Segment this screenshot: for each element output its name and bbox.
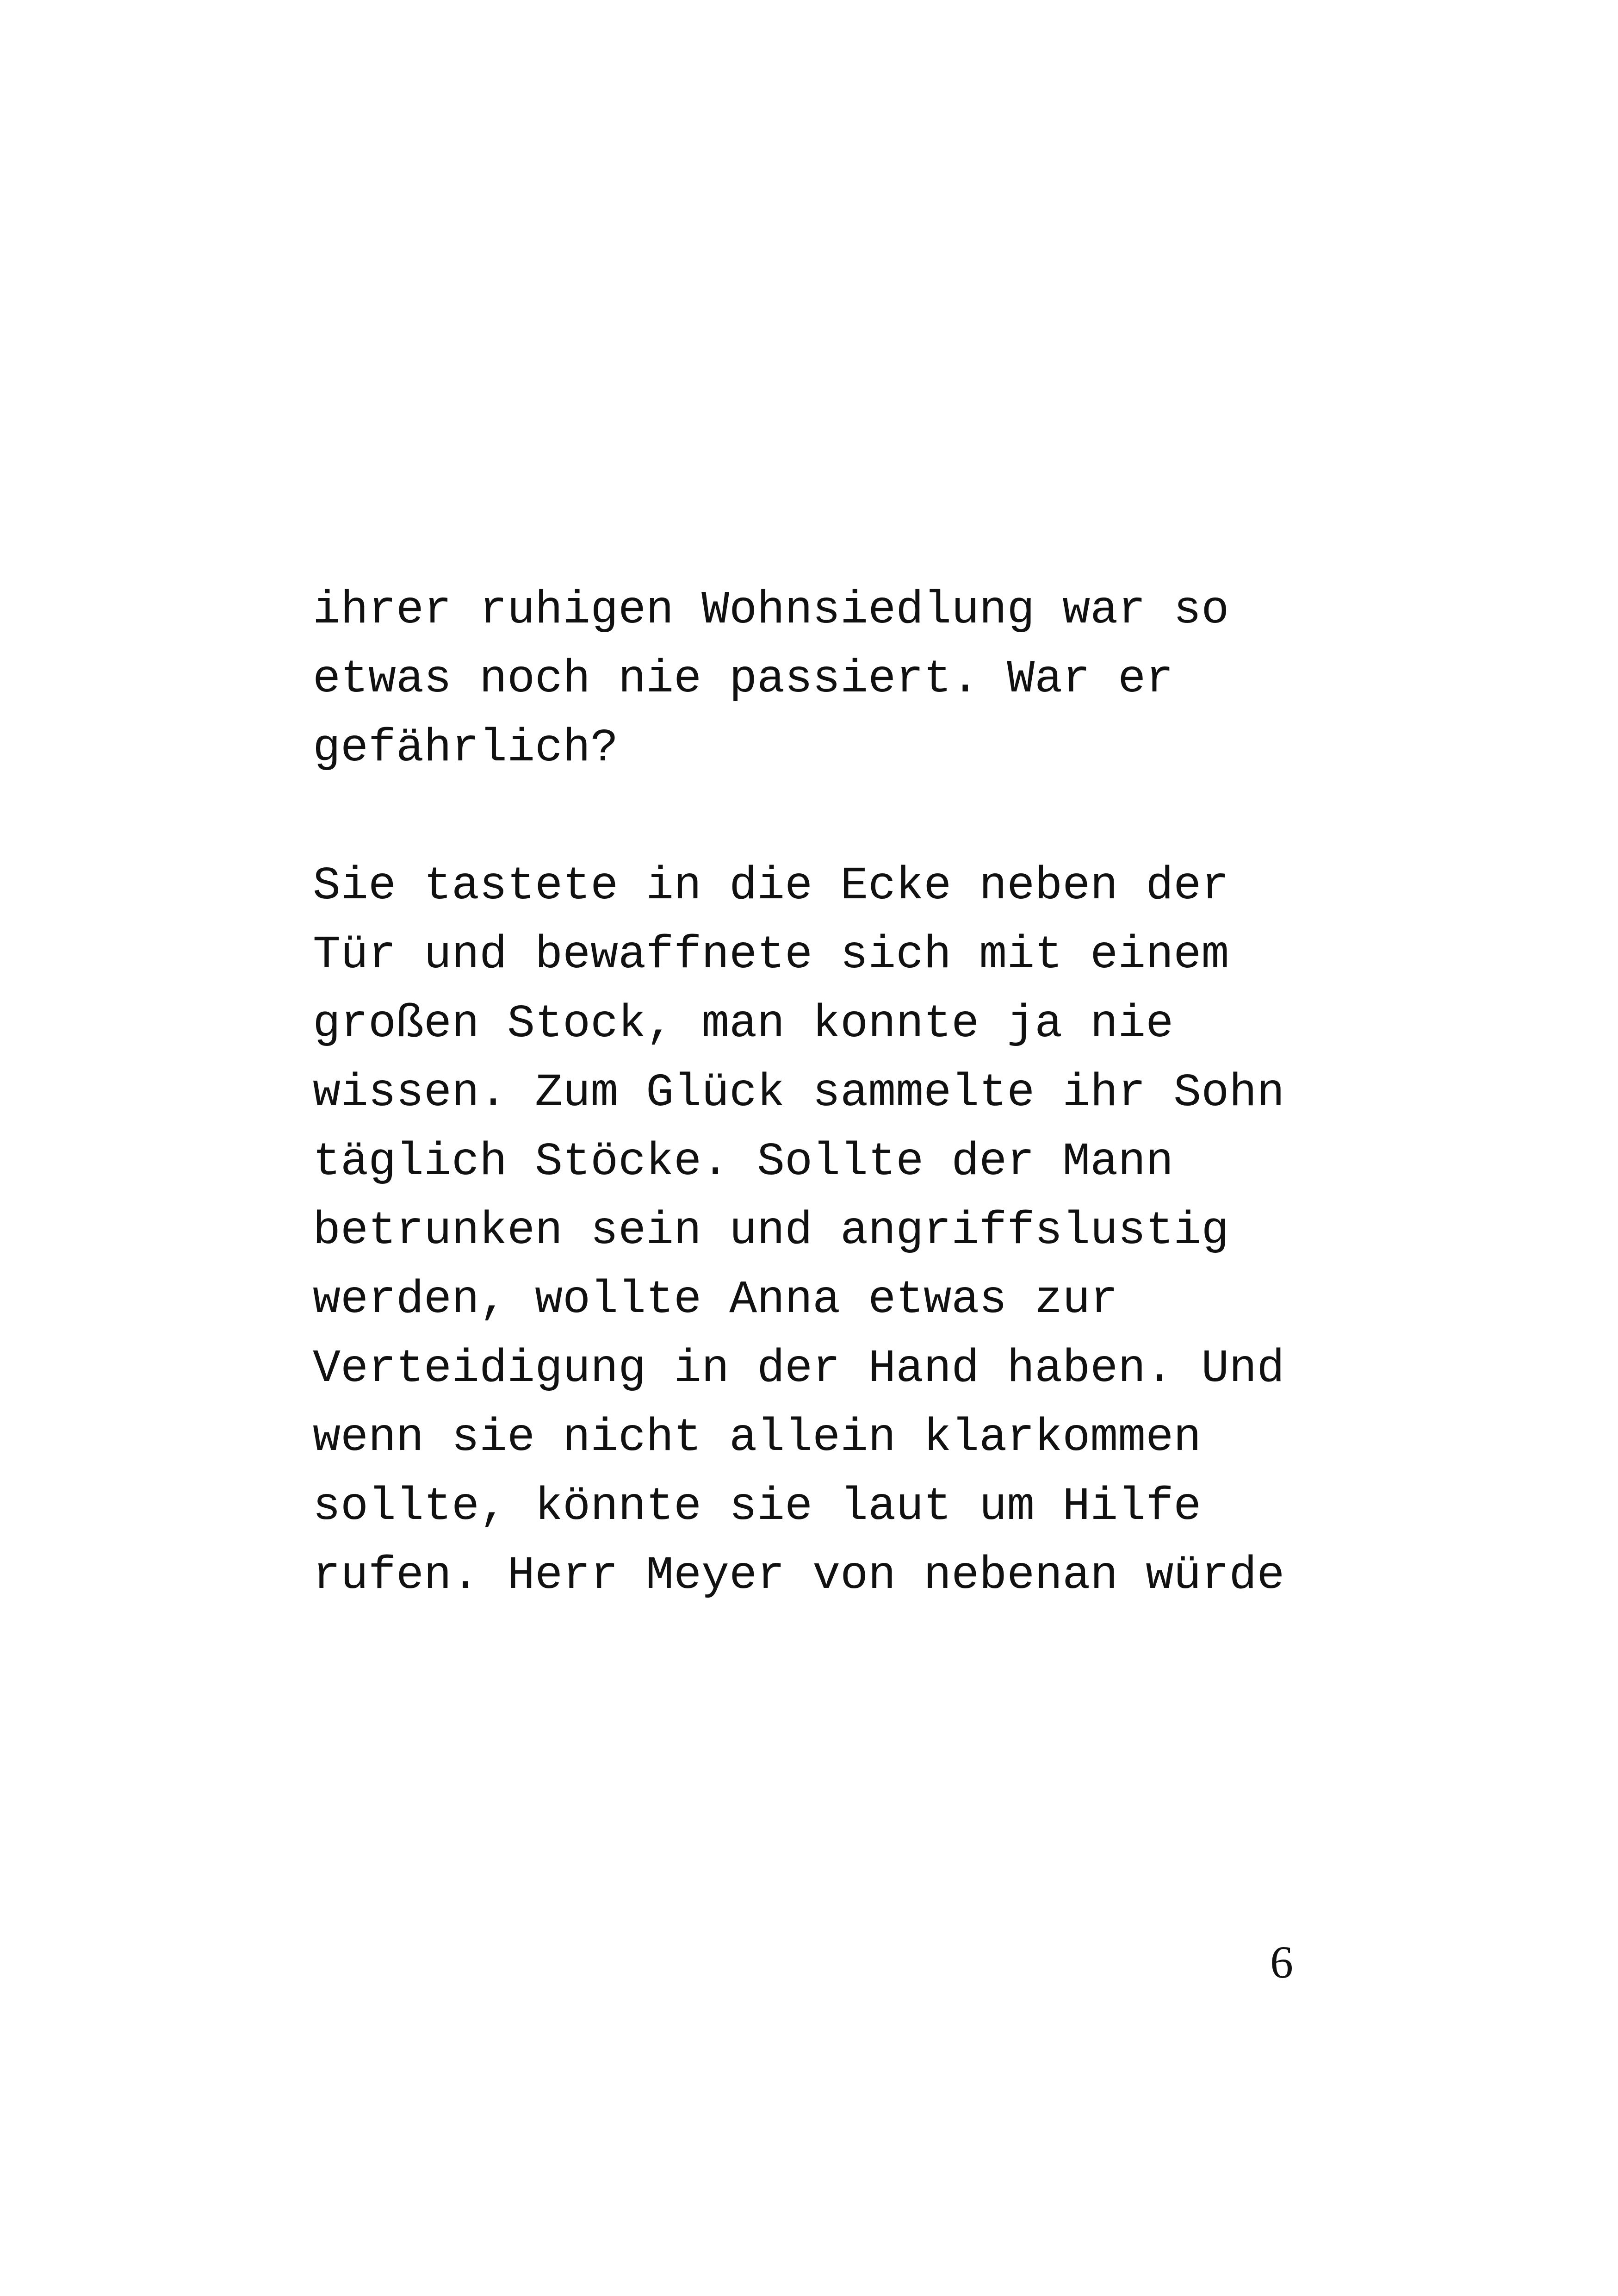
body-text (313, 576, 1469, 1611)
text-line: Tür und bewaffnete sich mit einem (313, 929, 1229, 982)
text-line: großen Stock, man konnte ja nie (313, 998, 1174, 1051)
text-line: werden, wollte Anna etwas zur (313, 1274, 1118, 1326)
text-line: sollte, könnte sie laut um Hilfe (313, 1481, 1202, 1533)
paragraph-spacer (313, 783, 1469, 852)
text-line: wenn sie nicht allein klarkommen (313, 1412, 1202, 1464)
text-line: Verteidigung in der Hand haben. Und (313, 1343, 1285, 1395)
paragraph-1 (313, 576, 1469, 783)
text-line: Sie tastete in die Ecke neben der (313, 860, 1229, 913)
text-line: betrunken sein und angriffslustig (313, 1205, 1229, 1257)
page-number: 6 (1270, 1936, 1293, 1988)
text-line: etwas noch nie passiert. War er (313, 653, 1174, 706)
paragraph-2 (313, 852, 1469, 1611)
text-line: wissen. Zum Glück sammelte ihr Sohn (313, 1067, 1285, 1120)
text-line: ihrer ruhigen Wohnsiedlung war so (313, 585, 1229, 637)
text-line: gefährlich? (313, 722, 619, 775)
text-line: täglich Stöcke. Sollte der Mann (313, 1136, 1174, 1188)
text-line: rufen. Herr Meyer von nebenan würde (313, 1550, 1285, 1602)
